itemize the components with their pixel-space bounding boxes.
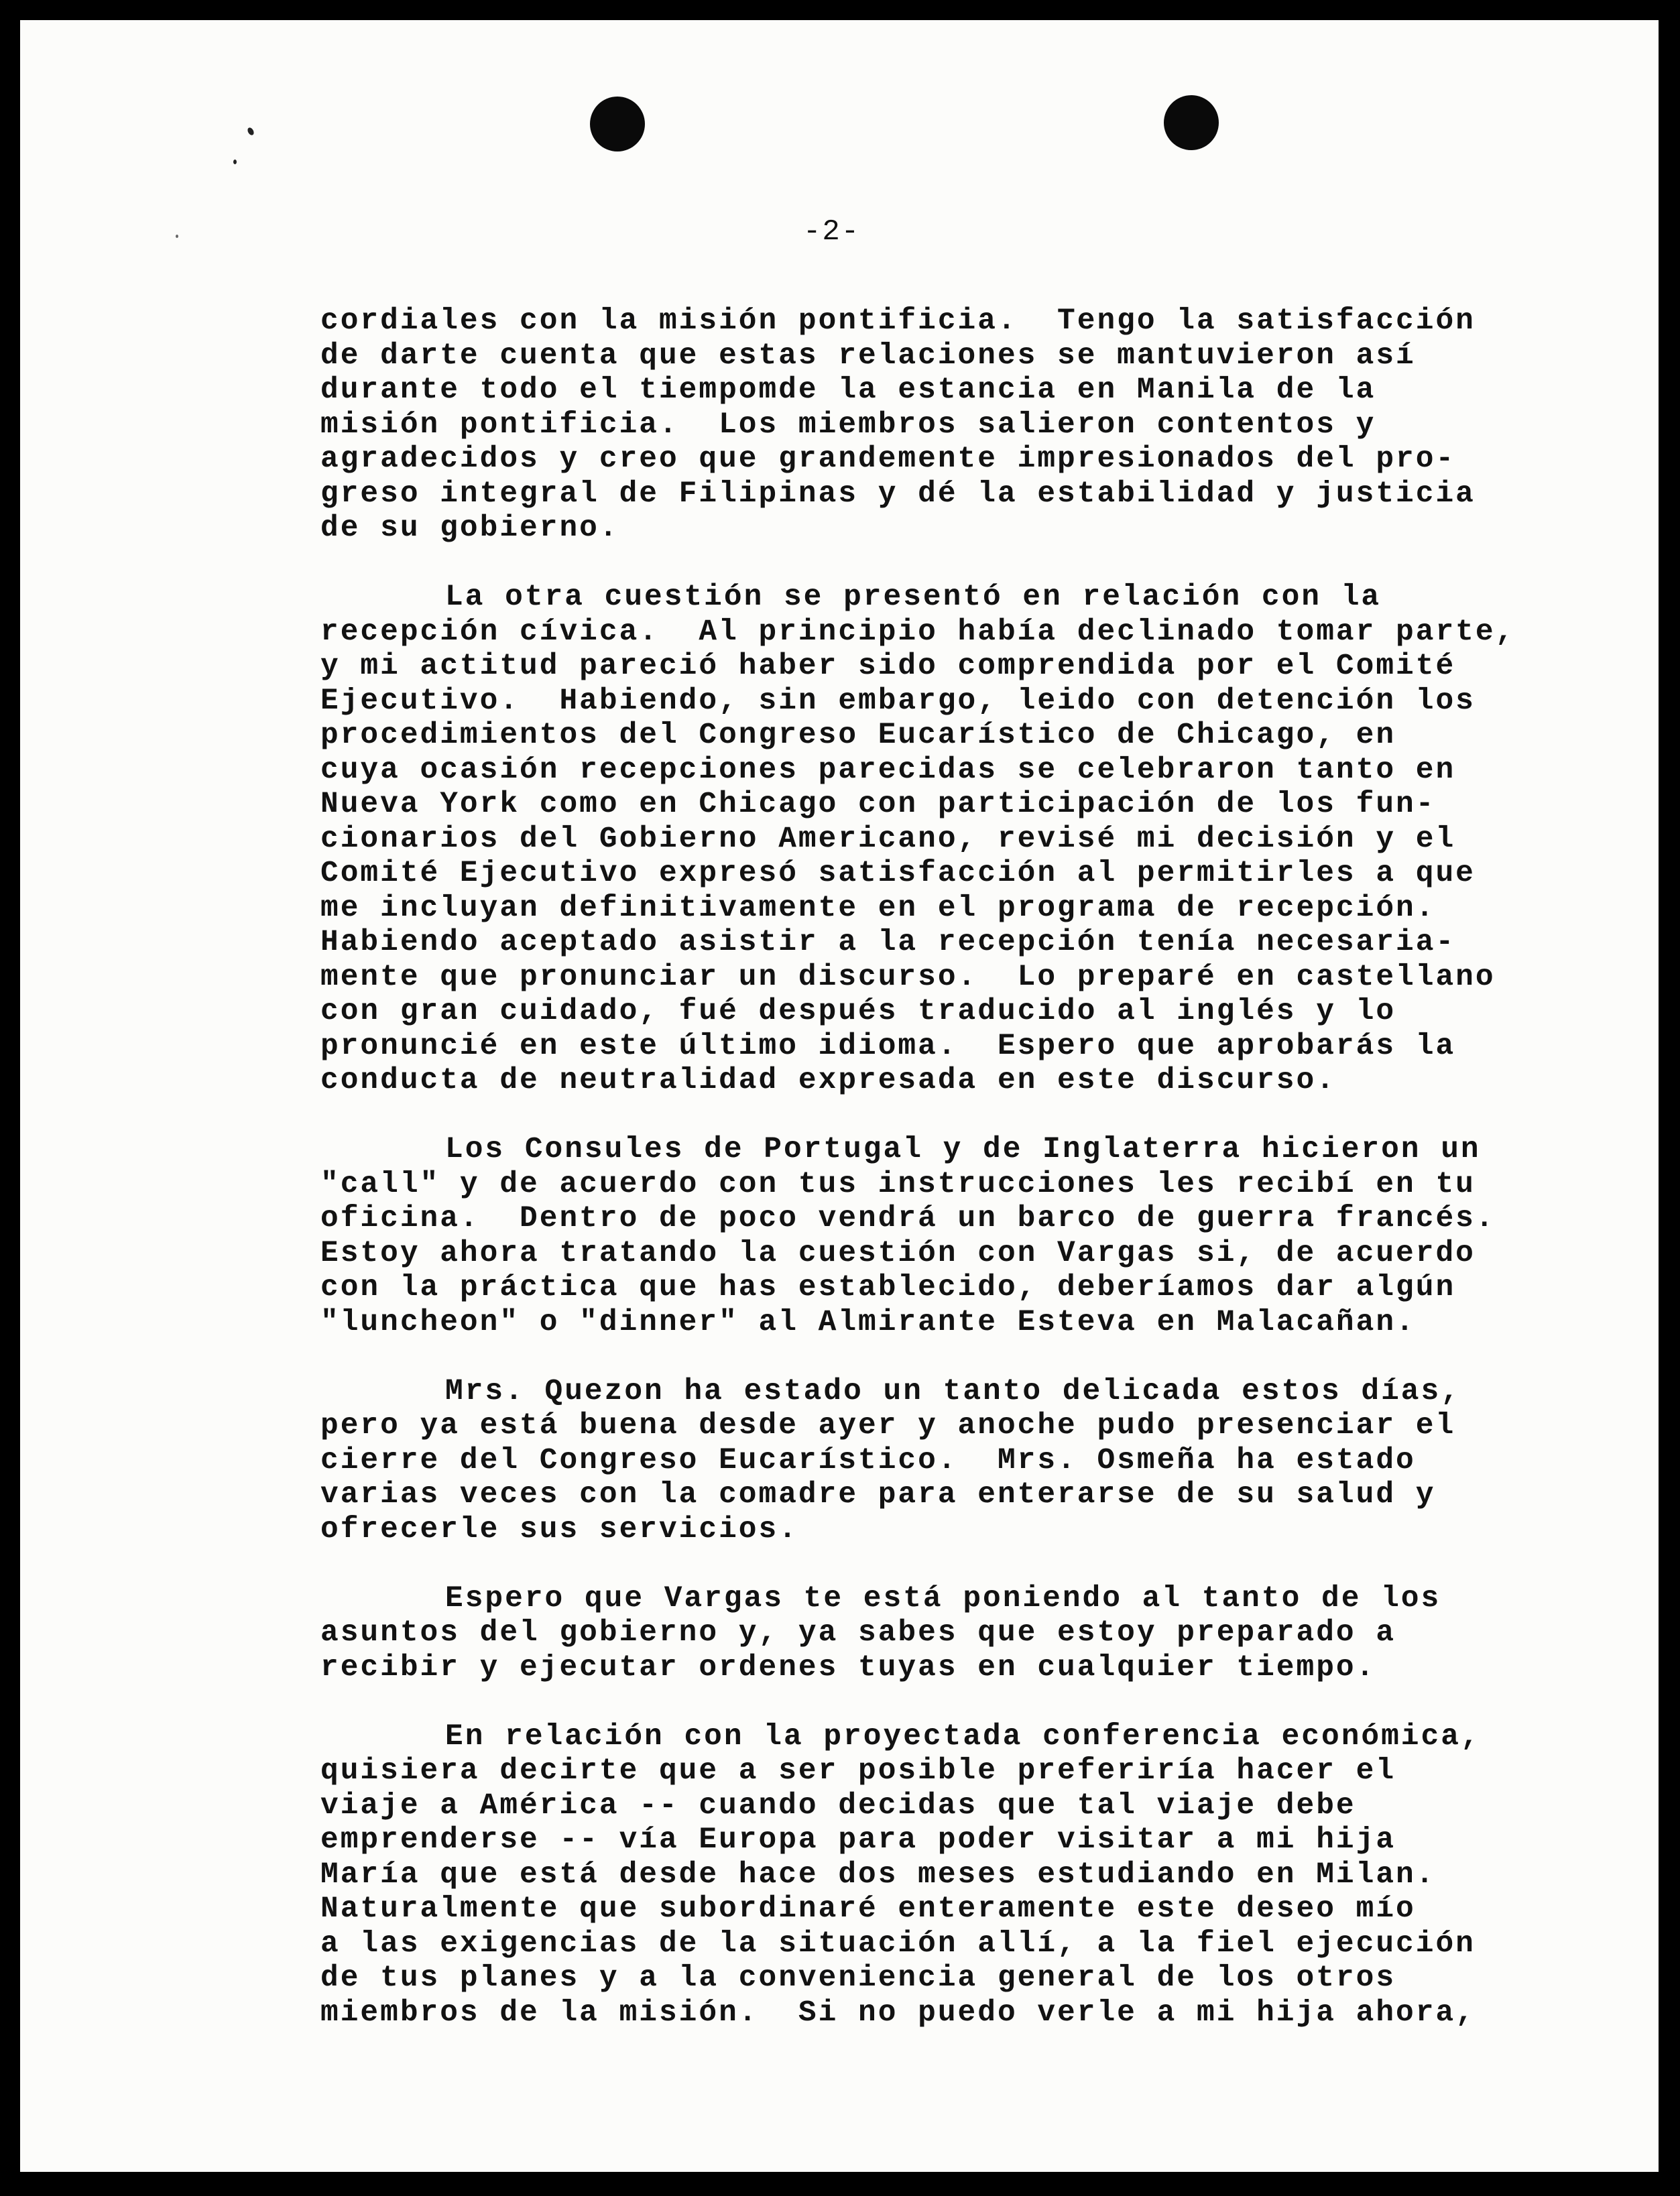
text-line: Ejecutivo. Habiendo, sin embargo, leido con detención los	[320, 684, 1476, 718]
text-line: Estoy ahora tratando la cuestión con Vargas si, de acuerdo	[320, 1236, 1476, 1270]
text-line: con gran cuidado, fué después traducido al inglés y lo	[320, 995, 1396, 1028]
paragraph	[320, 581, 1567, 1099]
text-line: oficina. Dentro de poco vendrá un barco de guerra francés.	[320, 1202, 1496, 1235]
text-line: de darte cuenta que estas relaciones se mantuvieron así	[320, 339, 1416, 373]
text-line: Comité Ejecutivo expresó satisfacción al permitirles a que	[320, 857, 1476, 890]
text-line: cionarios del Gobierno Americano, revisé mi decisión y el	[320, 822, 1456, 856]
text-line: misión pontificia. Los miembros salieron contentos y	[320, 408, 1376, 442]
text-line: María que está desde hace dos meses estudiando en Milan.	[320, 1857, 1436, 1892]
text-line: me incluyan definitivamente en el programa de recepción.	[320, 891, 1436, 925]
text-line: Habiendo aceptado asistir a la recepción tenía necesaria-	[320, 926, 1456, 959]
ink-speck	[176, 235, 178, 238]
text-line: a las exigencias de la situación allí, a la fiel ejecución	[320, 1927, 1476, 1961]
text-line: En relación con la proyectada conferencia económica,	[445, 1719, 1481, 1754]
punch-hole-right	[1164, 95, 1219, 150]
text-line: quisiera decirte que a ser posible preferiría hacer el	[320, 1754, 1396, 1788]
text-line: pero ya está buena desde ayer y anoche pudo presenciar el	[320, 1409, 1456, 1443]
text-line: recibir y ejecutar ordenes tuyas en cualquier tiempo.	[320, 1650, 1376, 1685]
text-line: mente que pronunciar un discurso. Lo preparé en castellano	[320, 960, 1496, 994]
text-line: agradecidos y creo que grandemente impresionados del pro-	[320, 442, 1456, 476]
paragraph	[320, 1720, 1567, 2031]
text-line: recepción cívica. Al principio había declinado tomar parte,	[320, 615, 1516, 649]
text-line: cierre del Congreso Eucarístico. Mrs. Osmeña ha estado	[320, 1443, 1416, 1477]
text-line: emprenderse -- vía Europa para poder visitar a mi hija	[320, 1823, 1396, 1857]
text-line: ofrecerle sus servicios.	[320, 1512, 798, 1546]
paragraph	[320, 1375, 1567, 1548]
text-line: cuya ocasión recepciones parecidas se celebraron tanto en	[320, 753, 1456, 787]
text-line: "call" y de acuerdo con tus instrucciones les recibí en tu	[320, 1167, 1476, 1201]
letter-body	[320, 304, 1567, 2030]
text-line: varias veces con la comadre para enterarse de su salud y	[320, 1478, 1436, 1512]
text-line: de su gobierno.	[320, 511, 619, 545]
paragraph	[320, 1582, 1567, 1686]
text-line: procedimientos del Congreso Eucarístico de Chicago, en	[320, 719, 1396, 752]
text-line: de tus planes y a la conveniencia general de los otros	[320, 1961, 1396, 1995]
ink-speck	[247, 127, 255, 136]
text-line: Espero que Vargas te está poniendo al tanto de los	[445, 1581, 1441, 1615]
text-line: conducta de neutralidad expresada en este discurso.	[320, 1064, 1336, 1097]
text-line: La otra cuestión se presentó en relación con la	[445, 581, 1382, 614]
text-line: miembros de la misión. Si no puedo verle a mi hija ahora,	[320, 1996, 1476, 2030]
text-line: greso integral de Filipinas y dé la estabilidad y justicia	[320, 477, 1476, 511]
text-line: con la práctica que has establecido, deberíamos dar algún	[320, 1271, 1456, 1304]
ink-speck	[233, 160, 237, 164]
text-line: Mrs. Quezon ha estado un tanto delicada estos días,	[445, 1374, 1461, 1408]
punch-hole-left	[590, 97, 645, 151]
text-line: "luncheon" o "dinner" al Almirante Esteva en Malacañan.	[320, 1305, 1416, 1339]
text-line: viaje a América -- cuando decidas que tal viaje debe	[320, 1788, 1356, 1823]
text-line: Nueva York como en Chicago con participación de los fun-	[320, 788, 1436, 821]
text-line: pronuncié en este último idioma. Espero que aprobarás la	[320, 1029, 1456, 1063]
paragraph	[320, 1133, 1567, 1340]
text-line: Naturalmente que subordinaré enteramente este deseo mío	[320, 1892, 1416, 1926]
document-page	[20, 20, 1659, 2172]
text-line: y mi actitud pareció haber sido comprendida por el Comité	[320, 650, 1456, 683]
text-line: cordiales con la misión pontificia. Tengo la satisfacción	[320, 304, 1476, 338]
text-line: asuntos del gobierno y, ya sabes que estoy preparado a	[320, 1616, 1396, 1650]
page-number: -2-	[803, 215, 861, 249]
paragraph	[320, 304, 1567, 546]
text-line: durante todo el tiempomde la estancia en Manila de la	[320, 373, 1376, 407]
text-line: Los Consules de Portugal y de Inglaterra hicieron un	[445, 1133, 1481, 1166]
